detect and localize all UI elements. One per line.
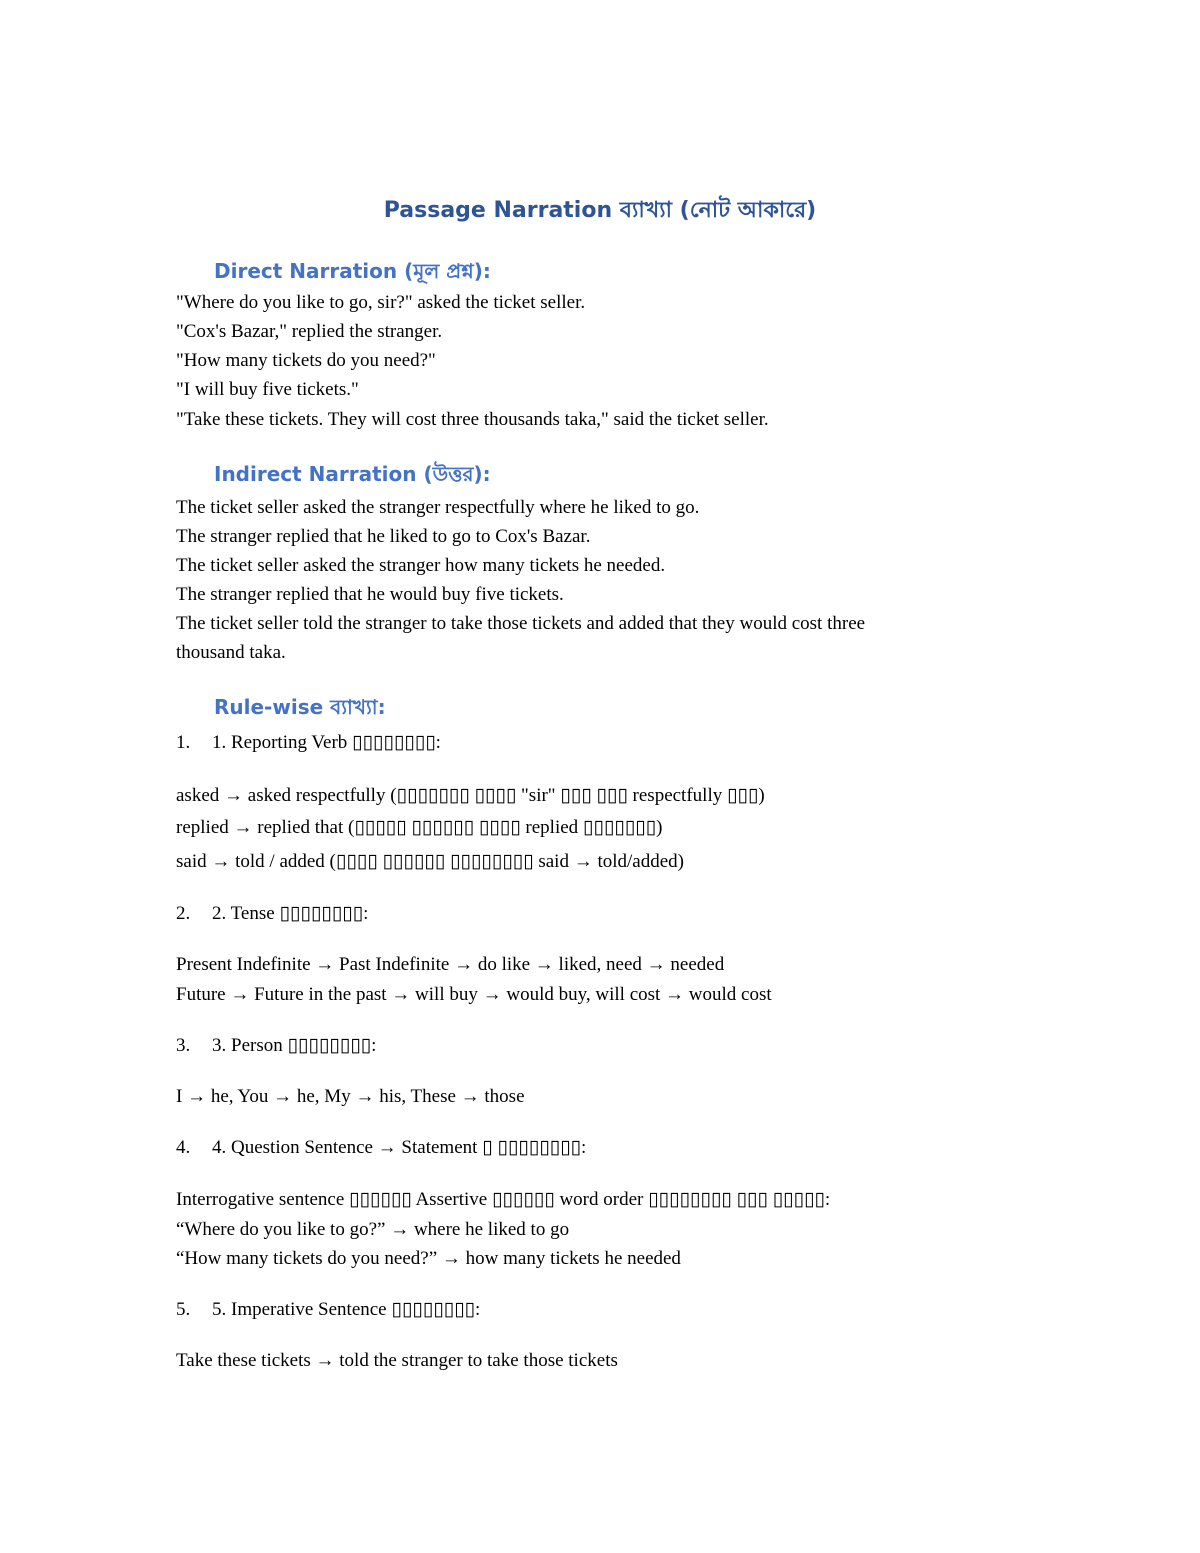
list-number: 2. bbox=[176, 903, 191, 924]
rule-item-tense bbox=[176, 903, 368, 925]
rule-item-reporting-verb bbox=[176, 732, 441, 754]
indirect-narration-heading: Indirect Narration (উত্তর): bbox=[214, 462, 491, 486]
rule-line: said → told / added (▯▯▯▯ ▯▯▯▯▯▯ ▯▯▯▯▯▯▯▯ said → told/added) bbox=[176, 851, 684, 872]
rule-line: Present Indefinite → Past Indefinite → do like → liked, need → needed bbox=[176, 954, 725, 975]
direct-line: "Where do you like to go, sir?" asked the ticket seller. bbox=[176, 292, 586, 313]
rule-label: 4. Question Sentence → Statement ▯ ▯▯▯▯▯▯▯▯: bbox=[212, 1137, 587, 1158]
indirect-line: The stranger replied that he would buy five tickets. bbox=[176, 584, 564, 605]
direct-line: "I will buy five tickets." bbox=[176, 379, 359, 400]
rule-line: “How many tickets do you need?” → how many tickets he needed bbox=[176, 1248, 681, 1269]
indirect-line: The stranger replied that he liked to go to Cox's Bazar. bbox=[176, 526, 591, 547]
rule-label: 3. Person ▯▯▯▯▯▯▯▯: bbox=[212, 1035, 377, 1056]
rule-line: Interrogative sentence ▯▯▯▯▯▯ Assertive ▯▯▯▯▯▯ word order ▯▯▯▯▯▯▯▯ ▯▯▯ ▯▯▯▯▯: bbox=[176, 1189, 831, 1210]
indirect-line: thousand taka. bbox=[176, 642, 286, 663]
rule-line: Take these tickets → told the stranger to take those tickets bbox=[176, 1350, 618, 1371]
rule-label: 1. Reporting Verb ▯▯▯▯▯▯▯▯: bbox=[212, 732, 441, 753]
indirect-line: The ticket seller told the stranger to take those tickets and added that they would cost three bbox=[176, 613, 866, 634]
rule-line: I → he, You → he, My → his, These → those bbox=[176, 1086, 525, 1107]
rule-label: 5. Imperative Sentence ▯▯▯▯▯▯▯▯: bbox=[212, 1299, 481, 1320]
rule-item-question-sentence bbox=[176, 1137, 586, 1159]
indirect-line: The ticket seller asked the stranger how many tickets he needed. bbox=[176, 555, 666, 576]
rule-wise-heading: Rule-wise ব্যাখ্যা: bbox=[214, 695, 386, 719]
rule-line: Future → Future in the past → will buy → would buy, will cost → would cost bbox=[176, 984, 772, 1005]
direct-line: "How many tickets do you need?" bbox=[176, 350, 436, 371]
rule-line: “Where do you like to go?” → where he liked to go bbox=[176, 1219, 570, 1240]
list-number: 5. bbox=[176, 1299, 191, 1320]
indirect-line: The ticket seller asked the stranger respectfully where he liked to go. bbox=[176, 497, 700, 518]
list-number: 1. bbox=[176, 732, 191, 753]
list-number: 4. bbox=[176, 1137, 191, 1158]
list-number: 3. bbox=[176, 1035, 191, 1056]
rule-item-imperative-sentence bbox=[176, 1299, 480, 1321]
direct-line: "Take these tickets. They will cost three thousands taka," said the ticket seller. bbox=[176, 409, 769, 430]
rule-line: asked → asked respectfully (▯▯▯▯▯▯▯ ▯▯▯▯ "sir" ▯▯▯ ▯▯▯ respectfully ▯▯▯) bbox=[176, 785, 765, 806]
rule-item-person bbox=[176, 1035, 376, 1057]
rule-line: replied → replied that (▯▯▯▯▯ ▯▯▯▯▯▯ ▯▯▯▯ replied ▯▯▯▯▯▯▯) bbox=[176, 817, 663, 838]
document-title: Passage Narration ব্যাখ্যা (নোট আকারে) bbox=[383, 198, 817, 223]
direct-narration-heading: Direct Narration (মূল প্রশ্ন): bbox=[214, 259, 491, 283]
rule-label: 2. Tense ▯▯▯▯▯▯▯▯: bbox=[212, 903, 369, 924]
direct-line: "Cox's Bazar," replied the stranger. bbox=[176, 321, 443, 342]
